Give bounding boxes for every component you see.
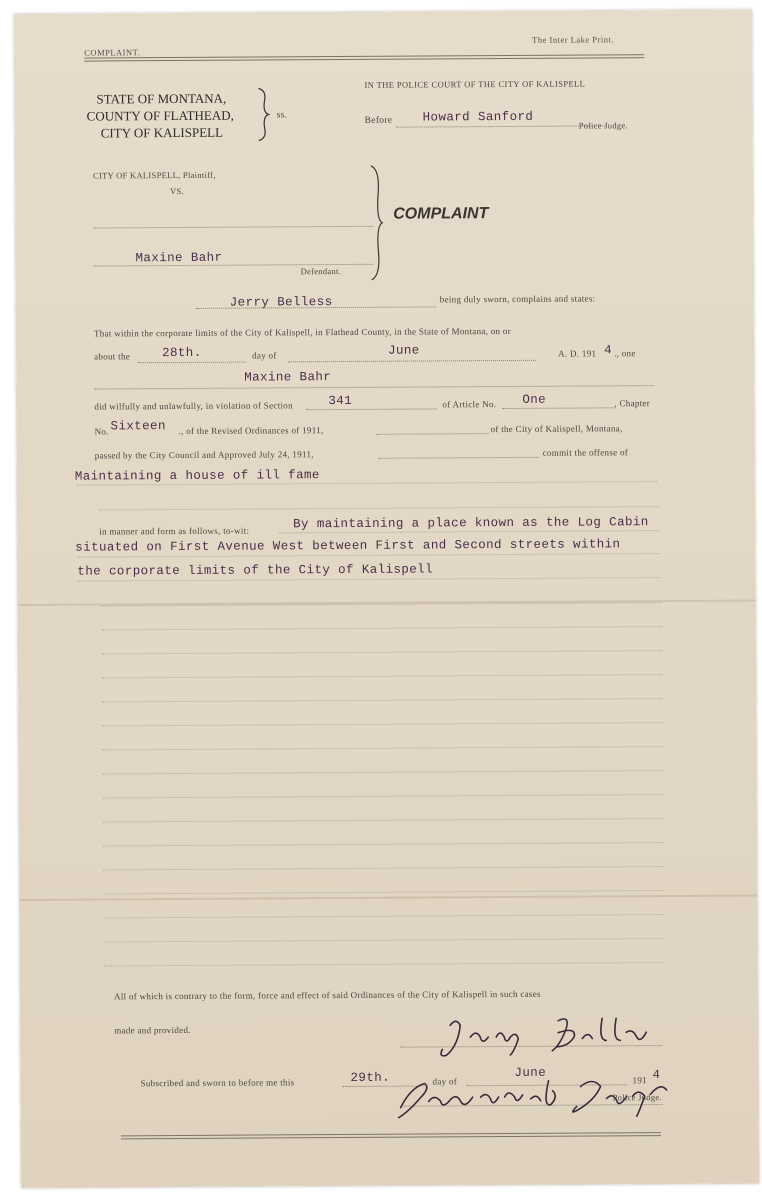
commit-text: commit the offense of [542, 447, 629, 458]
description-line-3: the corporate limits of the City of Kalispell [77, 562, 434, 579]
complaint-document [14, 9, 759, 1187]
section-number: 341 [328, 393, 353, 409]
offense-name: Maintaining a house of ill fame [74, 468, 320, 484]
fold-crease [19, 894, 757, 901]
manner-text: in manner and form as follows, to-wit: [99, 525, 250, 537]
complainant-signature [430, 1010, 670, 1061]
court-title: IN THE POLICE COURT OF THE CITY OF KALISPELL [364, 78, 586, 90]
sworn-year-label: 191 [632, 1075, 647, 1086]
offense-month: June [388, 343, 420, 358]
chapter-number: Sixteen [110, 419, 166, 434]
printer-tag: The Inter Lake Print. [532, 34, 614, 45]
accused-name: Maxine Bahr [244, 370, 332, 385]
defendant-name: Maxine Bahr [135, 250, 223, 266]
contrary-line-2: made and provided. [114, 1024, 191, 1036]
form-type-tag: COMPLAINT. [84, 47, 141, 58]
sworn-year-digit: 4 [652, 1068, 661, 1083]
article-label: of Article No. [442, 399, 497, 410]
day-of-label: day of [252, 350, 277, 361]
before-label: Before [364, 115, 393, 126]
parties-brace [367, 164, 386, 282]
sworn-day: 29th. [350, 1070, 391, 1085]
description-line-1: By maintaining a place known as the Log Cabin [293, 515, 649, 532]
revised-text: ., of the Revised Ordinances of 1911, [178, 425, 324, 437]
venue-county: COUNTY OF FLATHEAD, [86, 107, 234, 124]
city-text: of the City of Kalispell, Montana, [490, 423, 623, 435]
complainant-name: Jerry Belless [229, 295, 333, 310]
judge-title: Police Judge. [578, 120, 628, 131]
chapter-label: , Chapter [614, 398, 651, 409]
one-label: ., one [614, 348, 636, 359]
sworn-month: June [514, 1065, 547, 1080]
no-label: No. [94, 426, 109, 437]
judge-signature-label: Police Judge. [612, 1092, 662, 1103]
venue-state: STATE OF MONTANA, [96, 90, 227, 107]
about-label: about the [94, 351, 131, 362]
sworn-day-of-label: day of [432, 1076, 458, 1087]
offense-day: 28th. [162, 345, 202, 361]
ss-mark: ss. [276, 110, 288, 121]
defendant-label: Defendant. [300, 266, 342, 277]
ad-label: A. D. 191 [558, 348, 597, 359]
sworn-text: being duly sworn, complains and states: [439, 293, 596, 305]
judge-name: Howard Sanford [422, 109, 534, 125]
passed-text: passed by the City Council and Approved July 24, 1911, [94, 449, 314, 461]
contrary-line-1: All of which is contrary to the form, force and effect of said Ordinances of the City of Kalispell in such cases [113, 988, 541, 1002]
venue-brace [254, 86, 272, 142]
article-number: One [522, 392, 547, 407]
description-line-2: situated on First Avenue West between First and Second streets within [75, 537, 621, 555]
venue-city: CITY OF KALISPELL [100, 124, 224, 141]
vs-label: VS. [170, 185, 185, 197]
document-title: COMPLAINT [393, 205, 489, 223]
subscribed-text: Subscribed and sworn to before me this [140, 1077, 295, 1089]
jurisdiction-line: That within the corporate limits of the City of Kalispell, in Flathead County, in the State of Montana, on or [93, 325, 512, 339]
plaintiff-label: CITY OF KALISPELL, Plaintiff, [92, 169, 216, 181]
offense-year-digit: 4 [604, 343, 613, 358]
violation-text: did wilfully and unlawfully, in violation of Section [94, 400, 293, 412]
